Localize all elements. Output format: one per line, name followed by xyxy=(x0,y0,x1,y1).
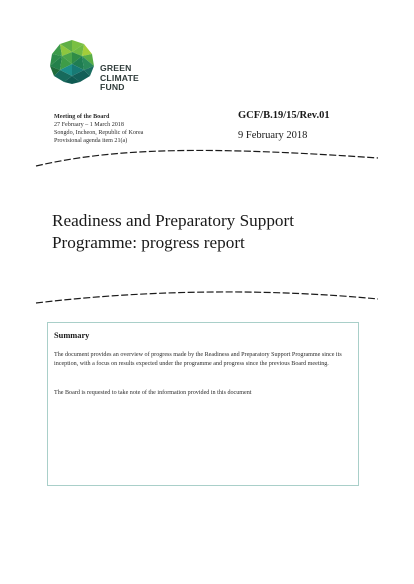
summary-heading: Summary xyxy=(54,331,90,340)
meeting-dates: 27 February – 1 March 2018 xyxy=(54,122,124,128)
wave-divider-bottom xyxy=(34,289,380,319)
summary-box xyxy=(47,322,359,486)
logo-line-climate: CLIMATE xyxy=(100,72,139,83)
logo-line-fund: FUND xyxy=(100,82,125,93)
document-title xyxy=(52,210,372,254)
globe-logo-icon xyxy=(48,38,96,86)
meeting-agenda-item: Provisional agenda item 21(a) xyxy=(54,138,128,144)
document-date: 9 February 2018 xyxy=(238,130,308,141)
document-title-line-1: Readiness and Preparatory Support xyxy=(52,211,295,230)
meeting-title: Meeting of the Board xyxy=(54,114,110,120)
document-title-line-2: Programme: progress report xyxy=(52,233,245,252)
document-number: GCF/B.19/15/Rev.01 xyxy=(238,110,330,121)
meeting-info xyxy=(54,113,224,145)
logo-wordmark xyxy=(100,64,139,93)
summary-paragraph-2: The Board is requested to take note of the information provided in this document xyxy=(54,390,252,396)
summary-paragraph-1: The document provides an overview of progress made by the Readiness and Preparatory Support Programme since its inception, with a focus on results expected under the programme and progress since the previous Board meeting. xyxy=(54,352,342,367)
green-climate-fund-logo xyxy=(48,38,158,100)
wave-divider-top xyxy=(34,146,380,176)
meeting-location: Songdo, Incheon, Republic of Korea xyxy=(54,130,144,136)
logo-line-green: GREEN xyxy=(100,63,132,73)
